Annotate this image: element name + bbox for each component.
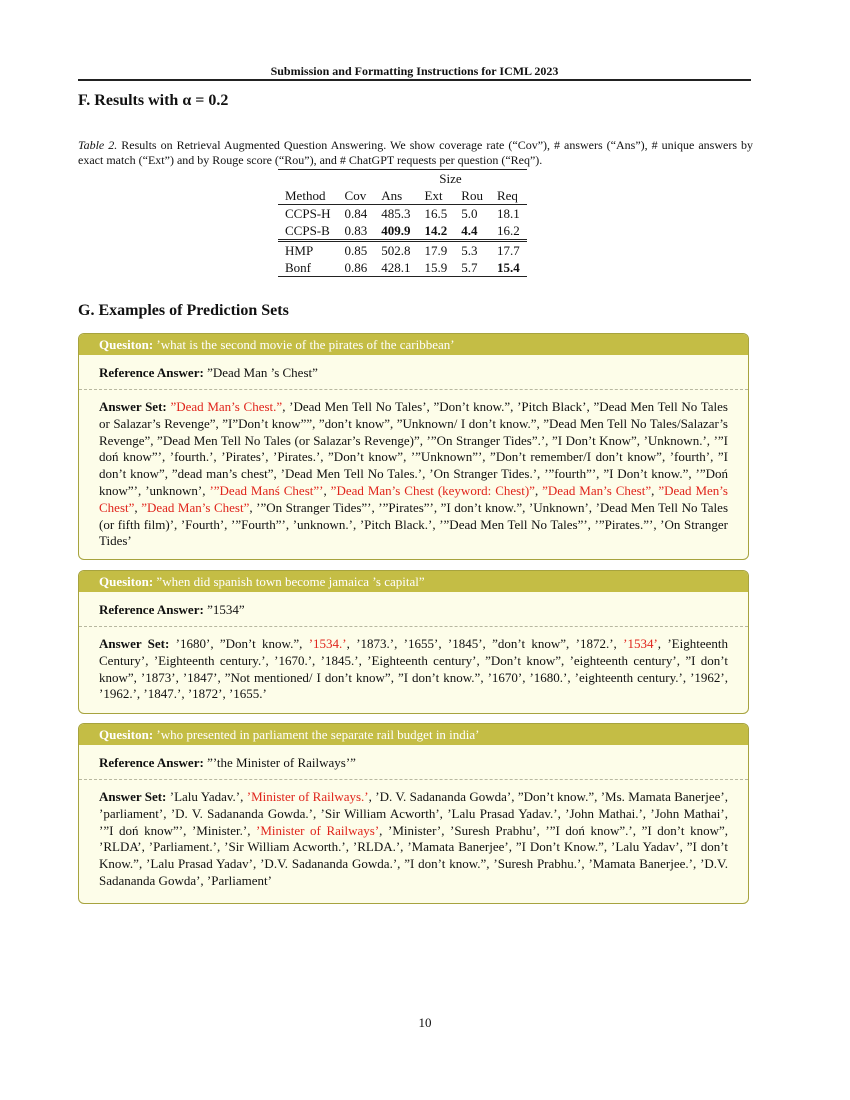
answer-set-items xyxy=(99,399,728,548)
question-bar xyxy=(79,571,748,592)
answer-set xyxy=(79,390,748,550)
table-row xyxy=(278,259,527,277)
answer-text: , ’Minister’, ’Suresh Prabhu’, ’”I doń know”.’, ”I don’t know”, ’RLDA’, ’Parliament.’, ’Sir William Acworth.’, ’RLDA.’, ’Mamata Banerjee’, ”I Don’t Know.”, ’Lalu Yadav’, ”I don’t Know.”, ’Lalu Prasad Yadav’, ’D.V. Sadananda Gowda.’, ”I don’t know.”, ’Suresh Prabhu.’, ’Mamata Banerjee.’, ’D.V. Sadananda Gowda’, ’Parliament’ xyxy=(99,822,728,888)
table-value-cell: 428.1 xyxy=(374,259,417,277)
table-value-cell: 485.3 xyxy=(381,205,411,221)
answer-text: , xyxy=(134,499,142,515)
table-caption-text: Results on Retrieval Augmented Question Answering. We show coverage rate (“Cov”), # answers (“Ans”), # unique answers by exact match (“Ext”) and by Rouge score (“Rou”), and # ChatGPT requests per question (“Req”). xyxy=(78,138,753,167)
correct-answer: ’Minister of Railways.’ xyxy=(246,789,369,804)
reference-answer xyxy=(79,745,748,771)
correct-answer: ”Dead Man’s Chest” xyxy=(542,482,652,498)
table-method-cell: HMP xyxy=(285,242,314,258)
table-column-header: Rou xyxy=(454,187,490,205)
table-method-cell: CCPS-H xyxy=(285,205,331,221)
answer-text: , ’”On Stranger Tides”’, ’”Pirates”’, ”I don’t know.”, ’Unknown’, ’Dead Men Tell No Tales (or fifth film)’, ’Fourth’, ’”Fourth”’, ’unknown.’, ’Pitch Black.’, ’”Dead Men Tell No Tales”’, ’”Pirates.”’, ’On Stranger Tides’ xyxy=(99,499,729,549)
answer-set-items xyxy=(99,789,728,888)
table-row xyxy=(278,222,527,241)
table-column-header: Method xyxy=(278,187,338,205)
answer-text: , xyxy=(651,482,659,498)
correct-answer: ’”Dead Manś Chest”’ xyxy=(209,482,324,498)
table-row xyxy=(278,205,527,223)
header-rule xyxy=(78,79,751,81)
table-column-header: Cov xyxy=(338,187,375,205)
prediction-set-box xyxy=(78,570,749,714)
correct-answer: ’1534.’ xyxy=(308,636,347,651)
answer-set-label: Answer Set: xyxy=(99,789,167,804)
table-caption-label: Table 2. xyxy=(78,138,118,152)
answer-text: , ’Eighteenth Century’, ’Eighteenth century.’, ’1670.’, ’1845.’, ’Eighteenth century’, ”Don’t know”, ’eighteenth century’, ”I don’t know”, ’1873’, ’1847’, ”Not mentioned/ I don’t know”, ”I don’t know.”, ’1670’, ’1680.’, ’eighteenth century.’, ’1962’, ’1962.’, ’1847.’, ’1872’, ’1655.’ xyxy=(99,636,728,702)
table-value-cell: 0.85 xyxy=(344,242,368,258)
answer-text: , xyxy=(323,482,331,498)
table-header-blank xyxy=(338,170,375,188)
table-value-cell: 0.84 xyxy=(344,205,368,221)
table-value-cell: 5.7 xyxy=(454,259,490,277)
correct-answer: ”Dead Men’s Chest” xyxy=(99,482,728,515)
table-value-cell: 17.7 xyxy=(496,242,520,258)
reference-answer-label: Reference Answer: xyxy=(99,365,204,380)
section-g-title: G. Examples of Prediction Sets xyxy=(78,302,289,319)
question-text: ’what is the second movie of the pirates of the caribbean’ xyxy=(153,337,455,352)
correct-answer: ”Dead Man’s Chest (keyword: Chest)” xyxy=(330,482,535,498)
results-table xyxy=(278,169,527,277)
answer-set xyxy=(79,627,748,703)
table-value-cell: 0.83 xyxy=(338,222,375,241)
reference-answer-text: ”Dead Man ’s Chest” xyxy=(203,365,318,380)
reference-answer-label: Reference Answer: xyxy=(99,755,204,770)
table-value-cell: 0.86 xyxy=(338,259,375,277)
answer-text: , ’1873.’, ’1655’, ’1845’, ”don’t know”, ’1872.’, xyxy=(346,636,624,651)
table-value-cell: 18.1 xyxy=(496,205,520,221)
table-value-cell: 5.3 xyxy=(461,242,478,258)
question-label: Quesiton: xyxy=(99,574,154,589)
reference-answer-text: ”1534” xyxy=(203,602,245,617)
answer-set-label: Answer Set: xyxy=(99,636,170,651)
answer-text: , ’D. V. Sadananda Gowda’, ”Don’t know.”, ’Ms. Mamata Banerjee’, ’parliament’, ’D. V. Sadananda Gowda.’, ’Sir William Acworth’, ’Lalu Prasad Yadav.’, ’John Mathai.’, ’John Mathai’, ’”I doń know”’, ’Minister.’, xyxy=(99,789,728,838)
correct-answer: ”Dead Man’s Chest” xyxy=(141,499,250,515)
table-row xyxy=(278,241,527,260)
table-column-header: Ans xyxy=(374,187,417,205)
correct-answer: ”Dead Man’s Chest.” xyxy=(170,399,283,414)
table-column-header: Req xyxy=(490,187,527,205)
reference-answer-label: Reference Answer: xyxy=(99,602,204,617)
table-caption xyxy=(78,138,753,168)
table-value-cell: 15.9 xyxy=(418,259,455,277)
answer-set xyxy=(79,780,748,890)
table-size-header: Size xyxy=(374,170,526,188)
question-text: ’who presented in parliament the separate rail budget in india’ xyxy=(153,727,480,742)
table-value-cell: 409.9 xyxy=(374,222,417,241)
table-value-cell: 15.4 xyxy=(490,259,527,277)
section-f-title: F. Results with α = 0.2 xyxy=(78,92,229,109)
reference-answer xyxy=(79,592,748,618)
prediction-set-box xyxy=(78,333,749,560)
table-value-cell: 5.0 xyxy=(461,205,478,221)
question-bar xyxy=(79,334,748,355)
answer-set-items xyxy=(99,636,728,701)
table-body xyxy=(278,205,527,277)
table-value-cell: 17.9 xyxy=(424,242,448,258)
question-bar xyxy=(79,724,748,745)
table-value-cell: 16.2 xyxy=(490,222,527,241)
table-value-cell: 14.2 xyxy=(418,222,455,241)
answer-text: , xyxy=(534,482,543,498)
table-method-cell: Bonf xyxy=(278,259,338,277)
table-value-cell: 16.5 xyxy=(424,205,448,221)
table-column-header: Ext xyxy=(418,187,455,205)
table-value-cell: 502.8 xyxy=(381,242,411,258)
table-method-cell: CCPS-B xyxy=(278,222,338,241)
correct-answer: ’1534’ xyxy=(623,636,658,651)
answer-text: ’Lalu Yadav.’, xyxy=(166,789,247,804)
running-head: Submission and Formatting Instructions for ICML 2023 xyxy=(270,64,559,78)
answer-text: ’1680’, ”Don’t know.”, xyxy=(169,636,309,651)
reference-answer xyxy=(79,355,748,381)
answer-text: , ’Dead Men Tell No Tales’, ”Don’t know.”, ’Pitch Black’, ”Dead Men Tell No Tales or Salazar’s Revenge”, ”I”Don’t know””, ”don’t know”, ”Unknown/ I don’t know.”, ”Dead Men Tell No Tales/Salazar’s Revenge”, ”Dead Men Tell No Tales (or Salazar’s Revenge)”, ’”On Stranger Tides”.’, ”I Don’t Know”, ’Unknown.’, ’”I doń know”’, ’fourth.’, ’Pirates’, ’Pirates.’, ”Don’t know”, ’”Unknown”’, ”Don’t remember/I don’t know”, ’fourth’, ”I don’t know”, ”dead man’s chest”, ’Dead Men Tell No Tales.’, ’On Stranger Tides.’, ’”fourth”’, ”I Don’t know.”, ’”Doń know”’, ’unknown’, xyxy=(99,399,728,498)
question-label: Quesiton: xyxy=(99,727,154,742)
table-value-cell: 4.4 xyxy=(454,222,490,241)
correct-answer: ’Minister of Railways’ xyxy=(256,822,380,838)
question-text: ”when did spanish town become jamaica ’s capital” xyxy=(153,574,425,589)
question-label: Quesiton: xyxy=(99,337,154,352)
reference-answer-text: ”’the Minister of Railways’” xyxy=(203,755,356,770)
page-number: 10 xyxy=(418,1015,432,1030)
prediction-set-box xyxy=(78,723,749,904)
table-header-blank xyxy=(278,170,338,188)
answer-set-label: Answer Set: xyxy=(99,399,167,414)
